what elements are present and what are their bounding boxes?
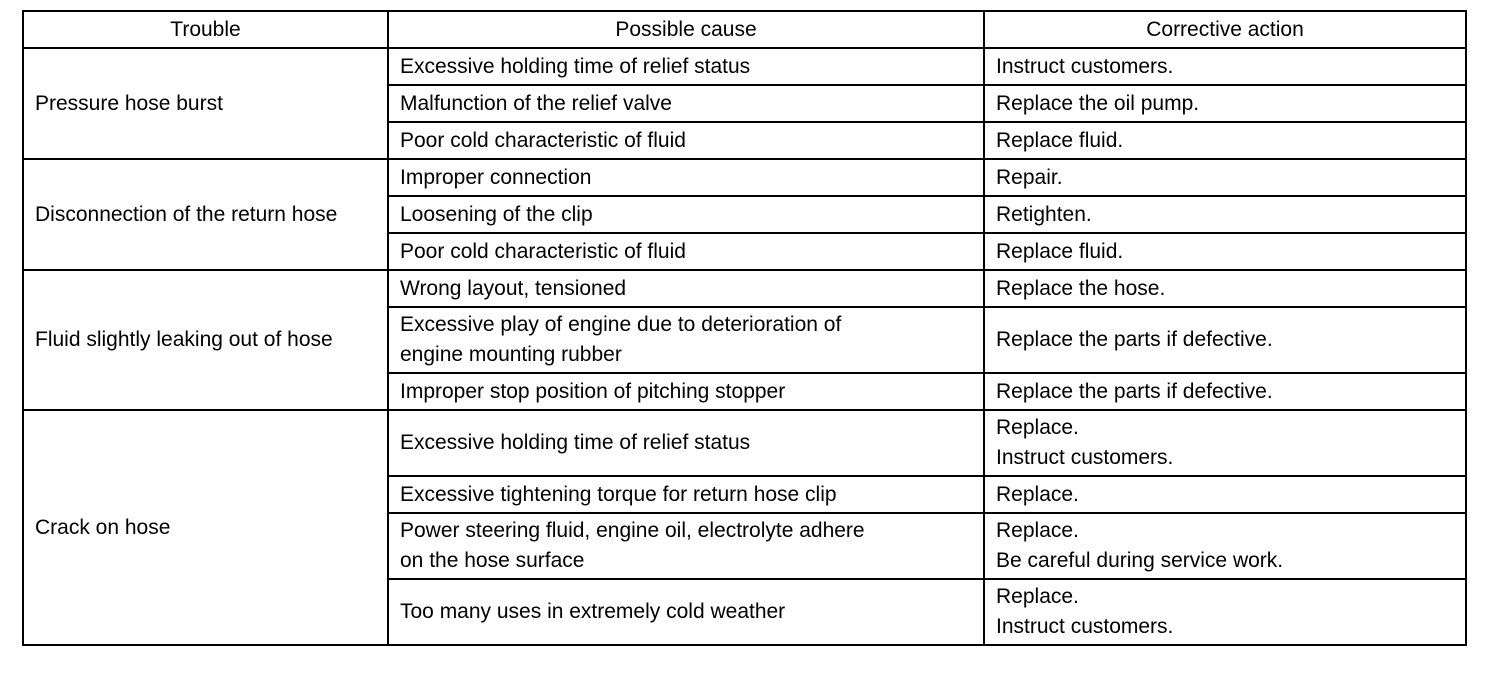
possible-cause-line: Excessive holding time of relief status <box>400 54 751 78</box>
corrective-action-line: Instruct customers. <box>996 446 1174 469</box>
corrective-action-line: Be careful during service work. <box>996 549 1284 572</box>
corrective-action-line: Instruct customers. <box>996 615 1174 638</box>
corrective-action-line: Replace the parts if defective. <box>996 328 1273 351</box>
possible-cause-line: Malfunction of the relief valve <box>400 91 672 115</box>
possible-cause-line: Improper stop position of pitching stopper <box>400 379 786 403</box>
trouble-cell: Crack on hose <box>23 410 388 645</box>
corrective-action-line: Replace the parts if defective. <box>996 379 1273 403</box>
header-trouble: Trouble <box>23 11 388 48</box>
corrective-action-cell <box>984 270 1466 307</box>
header-row <box>23 11 1466 48</box>
possible-cause-cell <box>388 196 984 233</box>
corrective-action-line: Replace. <box>996 482 1079 506</box>
header-corrective-action: Corrective action <box>984 11 1466 48</box>
table-body <box>23 48 1466 645</box>
table-row <box>23 48 1466 85</box>
possible-cause-line: Poor cold characteristic of fluid <box>400 239 686 263</box>
possible-cause-line: Excessive tightening torque for return hose clip <box>400 482 837 506</box>
table-row <box>23 410 1466 476</box>
corrective-action-line: Replace fluid. <box>996 128 1124 152</box>
header-possible-cause: Possible cause <box>388 11 984 48</box>
corrective-action-line: Repair. <box>996 165 1063 189</box>
corrective-action-cell <box>984 579 1466 645</box>
possible-cause-line: Excessive holding time of relief status <box>400 431 751 454</box>
corrective-action-cell <box>984 196 1466 233</box>
corrective-action-cell <box>984 373 1466 410</box>
corrective-action-cell <box>984 513 1466 579</box>
corrective-action-cell <box>984 85 1466 122</box>
possible-cause-cell <box>388 48 984 85</box>
possible-cause-line: Loosening of the clip <box>400 202 593 226</box>
corrective-action-cell <box>984 476 1466 513</box>
table-row <box>23 159 1466 196</box>
corrective-action-line: Instruct customers. <box>996 54 1174 78</box>
possible-cause-line: Power steering fluid, engine oil, electrolyte adhere <box>400 519 865 542</box>
corrective-action-line: Replace. <box>996 519 1079 542</box>
possible-cause-line: on the hose surface <box>400 549 585 572</box>
corrective-action-cell <box>984 410 1466 476</box>
trouble-cell: Pressure hose burst <box>23 48 388 159</box>
corrective-action-line: Replace. <box>996 585 1079 608</box>
corrective-action-cell <box>984 307 1466 373</box>
possible-cause-cell <box>388 159 984 196</box>
possible-cause-line: Poor cold characteristic of fluid <box>400 128 686 152</box>
possible-cause-cell <box>388 410 984 476</box>
possible-cause-cell <box>388 270 984 307</box>
possible-cause-line: engine mounting rubber <box>400 343 622 366</box>
corrective-action-line: Replace. <box>996 416 1079 439</box>
corrective-action-line: Replace the hose. <box>996 276 1166 300</box>
possible-cause-line: Excessive play of engine due to deterioration of <box>400 313 842 336</box>
possible-cause-cell <box>388 85 984 122</box>
possible-cause-cell <box>388 307 984 373</box>
possible-cause-cell <box>388 373 984 410</box>
possible-cause-line: Improper connection <box>400 165 592 189</box>
possible-cause-line: Too many uses in extremely cold weather <box>400 600 786 623</box>
possible-cause-cell <box>388 122 984 159</box>
corrective-action-cell <box>984 122 1466 159</box>
corrective-action-cell <box>984 48 1466 85</box>
possible-cause-line: Wrong layout, tensioned <box>400 276 627 300</box>
possible-cause-cell <box>388 513 984 579</box>
troubleshooting-table <box>22 10 1467 646</box>
corrective-action-line: Replace fluid. <box>996 239 1124 263</box>
corrective-action-cell <box>984 159 1466 196</box>
corrective-action-line: Retighten. <box>996 202 1092 226</box>
possible-cause-cell <box>388 476 984 513</box>
corrective-action-line: Replace the oil pump. <box>996 91 1200 115</box>
corrective-action-cell <box>984 233 1466 270</box>
trouble-cell: Fluid slightly leaking out of hose <box>23 270 388 410</box>
trouble-cell: Disconnection of the return hose <box>23 159 388 270</box>
table-row <box>23 270 1466 307</box>
possible-cause-cell <box>388 579 984 645</box>
possible-cause-cell <box>388 233 984 270</box>
